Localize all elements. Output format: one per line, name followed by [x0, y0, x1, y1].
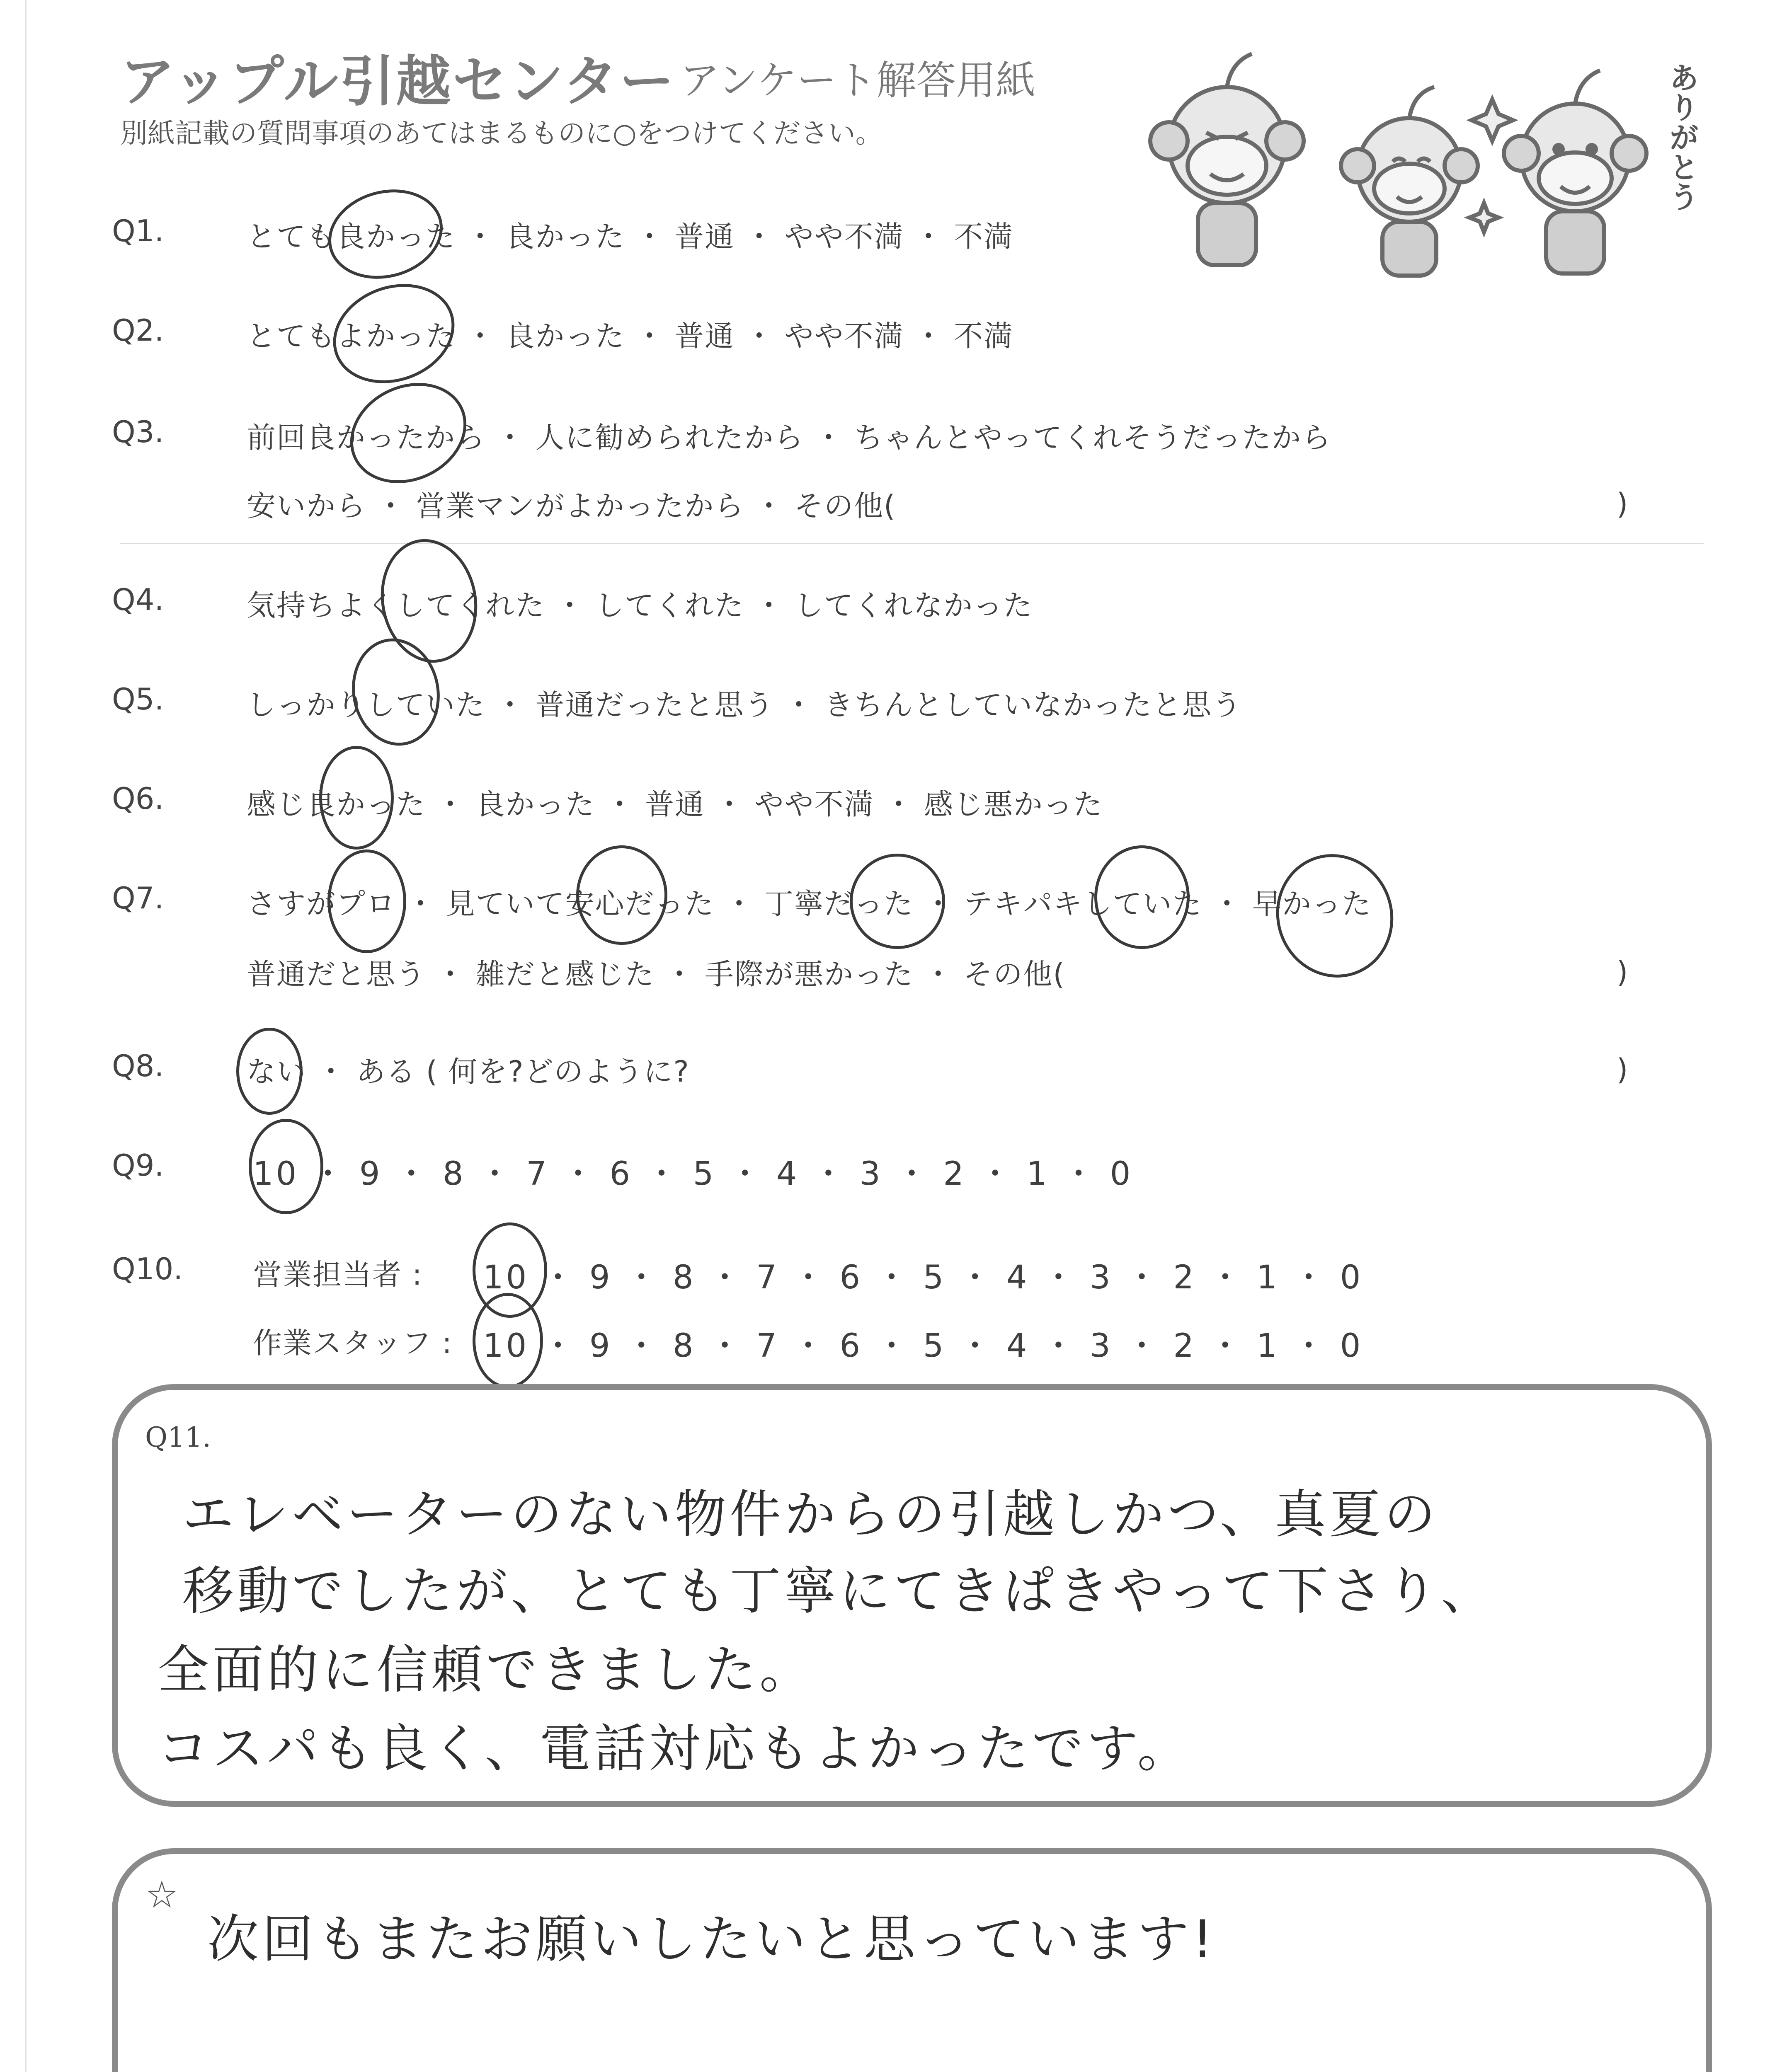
selection-circle-q9: [249, 1119, 323, 1214]
q4-label: Q4.: [112, 582, 164, 617]
q3-label: Q3.: [112, 414, 164, 449]
q11-handwritten-line-3: 全面的に信頼できました。: [158, 1640, 815, 1700]
selection-circle-q2: [319, 268, 469, 400]
q4-options: 気持ちよくしてくれた ・ してくれた ・ してくれなかった: [247, 588, 1033, 622]
q10-staff-label: 作業スタッフ :: [253, 1326, 453, 1360]
selection-circle-q7-anshin: [576, 845, 667, 945]
section-divider: [120, 543, 1704, 544]
q6-label: Q6.: [112, 781, 164, 816]
q10-staff-scale: 10 ・ 9 ・ 8 ・ 7 ・ 6 ・ 5 ・ 4 ・ 3 ・ 2 ・ 1 ・ 0: [483, 1327, 1363, 1365]
instruction-text: 別紙記載の質問事項のあてはまるものに○をつけてください。: [120, 117, 883, 149]
selection-circle-q10-staff: [473, 1293, 543, 1388]
q10-sales-scale: 10 ・ 9 ・ 8 ・ 7 ・ 6 ・ 5 ・ 4 ・ 3 ・ 2 ・ 1 ・ 0: [483, 1259, 1363, 1296]
q8-options: ない ・ ある ( 何を?どのように?: [247, 1055, 690, 1089]
q7-close-paren: ): [1617, 955, 1628, 989]
selection-circle-q6: [319, 746, 394, 850]
selection-circle-q3: [334, 364, 483, 501]
selection-circle-q7-teinei: [850, 854, 945, 949]
q8-close-paren: ): [1617, 1053, 1628, 1087]
selection-circle-q1: [318, 177, 453, 291]
q1-options: とても良かった ・ 良かった ・ 普通 ・ やや不満 ・ 不満: [247, 220, 1014, 254]
q5-label: Q5.: [112, 682, 164, 716]
q2-label: Q2.: [112, 313, 164, 348]
q2-options: とてもよかった ・ 良かった ・ 普通 ・ やや不満 ・ 不満: [247, 319, 1014, 353]
star-icon: ☆: [145, 1873, 179, 1917]
q11-handwritten-line-1: エレベーターのない物件からの引越しかつ、真夏の: [182, 1485, 1439, 1544]
arigatou-text: ありがとう: [1664, 62, 1699, 211]
selection-circle-q7-hayakatta: [1259, 838, 1411, 994]
q3-options-line2: 安いから ・ 営業マンがよかったから ・ その他(: [247, 489, 896, 523]
q7-label: Q7.: [112, 881, 164, 915]
q9-scale: 10 ・ 9 ・ 8 ・ 7 ・ 6 ・ 5 ・ 4 ・ 3 ・ 2 ・ 1 ・ 0: [253, 1155, 1133, 1193]
q11-handwritten-line-2: 移動でしたが、とても丁寧にてきぱきやって下さり、: [182, 1561, 1496, 1621]
selection-circle-q8: [236, 1028, 303, 1115]
star-handwritten-text: 次回もまたお願いしたいと思っています!: [207, 1910, 1216, 1969]
q3-options-line1: 前回良かったから ・ 人に勧められたから ・ ちゃんとやってくれそうだったから: [247, 421, 1332, 455]
q5-options: しっかりしていた ・ 普通だったと思う ・ きちんとしていなかったと思う: [247, 688, 1242, 722]
q10-sales-label: 営業担当者 :: [253, 1258, 423, 1292]
q3-close-paren: ): [1617, 487, 1628, 521]
left-margin-line: [25, 0, 27, 2072]
monkey-mascots-illustration: [1127, 37, 1700, 286]
q9-label: Q9.: [112, 1148, 164, 1183]
q10-label: Q10.: [112, 1251, 183, 1286]
company-title: アップル引越センター: [120, 50, 676, 114]
selection-circle-q7-tekipaki: [1094, 845, 1190, 949]
q8-label: Q8.: [112, 1048, 164, 1083]
q11-handwritten-line-4: コスパも良く、電話対応もよかったです。: [158, 1719, 1192, 1779]
q11-label: Q11.: [145, 1421, 211, 1453]
selection-circle-q7-pro: [327, 850, 406, 953]
q1-label: Q1.: [112, 213, 164, 248]
q7-options-line2: 普通だと思う ・ 雑だと感じた ・ 手際が悪かった ・ その他(: [247, 957, 1065, 991]
q7-options-line1: さすがプロ ・ 見ていて安心だった ・ 丁寧だった ・ テキパキしていた ・ 早かった: [247, 887, 1372, 921]
form-subtitle: アンケート解答用紙: [680, 57, 1036, 104]
q6-options: 感じ良かった ・ 良かった ・ 普通 ・ やや不満 ・ 感じ悪かった: [247, 787, 1103, 821]
